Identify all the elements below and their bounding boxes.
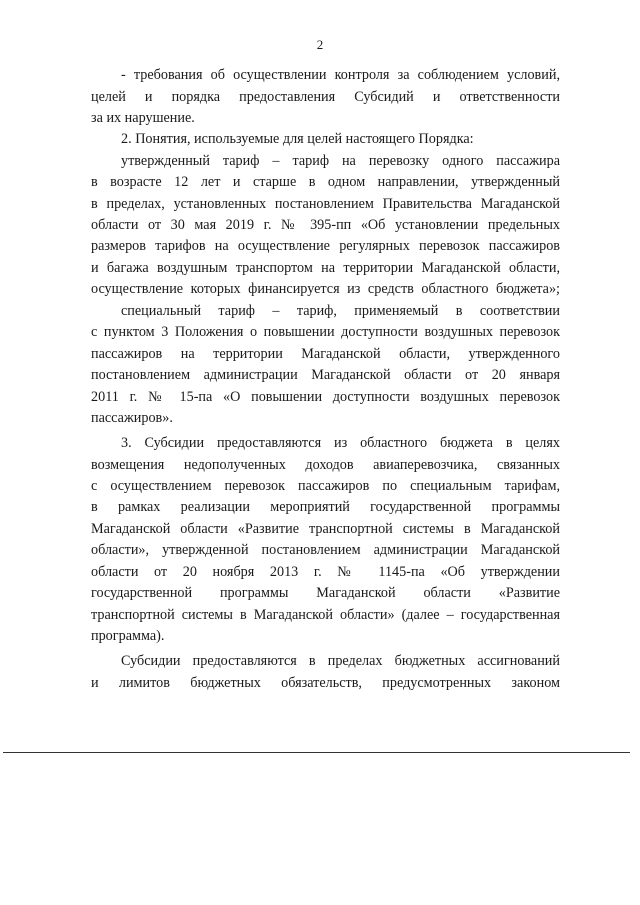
text-line: возмещения недополученных доходов авиаперевозчика, связанных xyxy=(91,457,560,473)
text-line: осуществление которых финансируется из средств областного бюджета»; xyxy=(91,281,560,297)
text-line: в возрасте 12 лет и старше в одном направлении, утвержденный xyxy=(91,174,560,190)
text-line: Магаданской области «Развитие транспортной системы в Магаданской xyxy=(91,521,560,537)
text-line: государственной программы Магаданской области «Развитие xyxy=(91,585,560,601)
text-line: постановлением администрации Магаданской области от 20 января xyxy=(91,367,560,383)
text-line: Субсидии предоставляются в пределах бюджетных ассигнований xyxy=(121,653,560,669)
text-line: - требования об осуществлении контроля за соблюдением условий, xyxy=(121,67,560,83)
text-line: пассажиров на территории Магаданской области, утвержденного xyxy=(91,346,560,362)
text-line: и багажа воздушным транспортом на территории Магаданской области, xyxy=(91,260,560,276)
text-line: в рамках реализации мероприятий государственной программы xyxy=(91,499,560,515)
text-line: специальный тариф – тариф, применяемый в соответствии xyxy=(121,303,560,319)
text-line: и лимитов бюджетных обязательств, предусмотренных законом xyxy=(91,675,560,691)
text-line: в пределах, установленных постановлением Правительства Магаданской xyxy=(91,196,560,212)
text-line: пассажиров». xyxy=(91,410,173,426)
footer-divider xyxy=(3,752,630,753)
text-line: области», утвержденной постановлением администрации Магаданской xyxy=(91,542,560,558)
text-line: 2011 г. № 15-па «О повышении доступности воздушных перевозок xyxy=(91,389,560,405)
text-line: размеров тарифов на осуществление регулярных перевозок пассажиров xyxy=(91,238,560,254)
text-line: за их нарушение. xyxy=(91,110,195,126)
page-number: 2 xyxy=(316,37,324,52)
text-line: области от 30 мая 2019 г. № 395-пп «Об установлении предельных xyxy=(91,217,560,233)
text-line: программа). xyxy=(91,628,165,644)
text-line: 3. Субсидии предоставляются из областного бюджета в целях xyxy=(121,435,560,451)
text-line: области от 20 ноября 2013 г. № 1145-па «Об утверждении xyxy=(91,564,560,580)
text-line: с осуществлением перевозок пассажиров по специальным тарифам, xyxy=(91,478,560,494)
text-line: утвержденный тариф – тариф на перевозку одного пассажира xyxy=(121,153,560,169)
text-line: целей и порядка предоставления Субсидий и ответственности xyxy=(91,89,560,105)
text-line: 2. Понятия, используемые для целей настоящего Порядка: xyxy=(121,131,474,147)
text-line: транспортной системы в Магаданской области» (далее – государственная xyxy=(91,607,560,623)
text-line: с пунктом 3 Положения о повышении доступности воздушных перевозок xyxy=(91,324,560,340)
